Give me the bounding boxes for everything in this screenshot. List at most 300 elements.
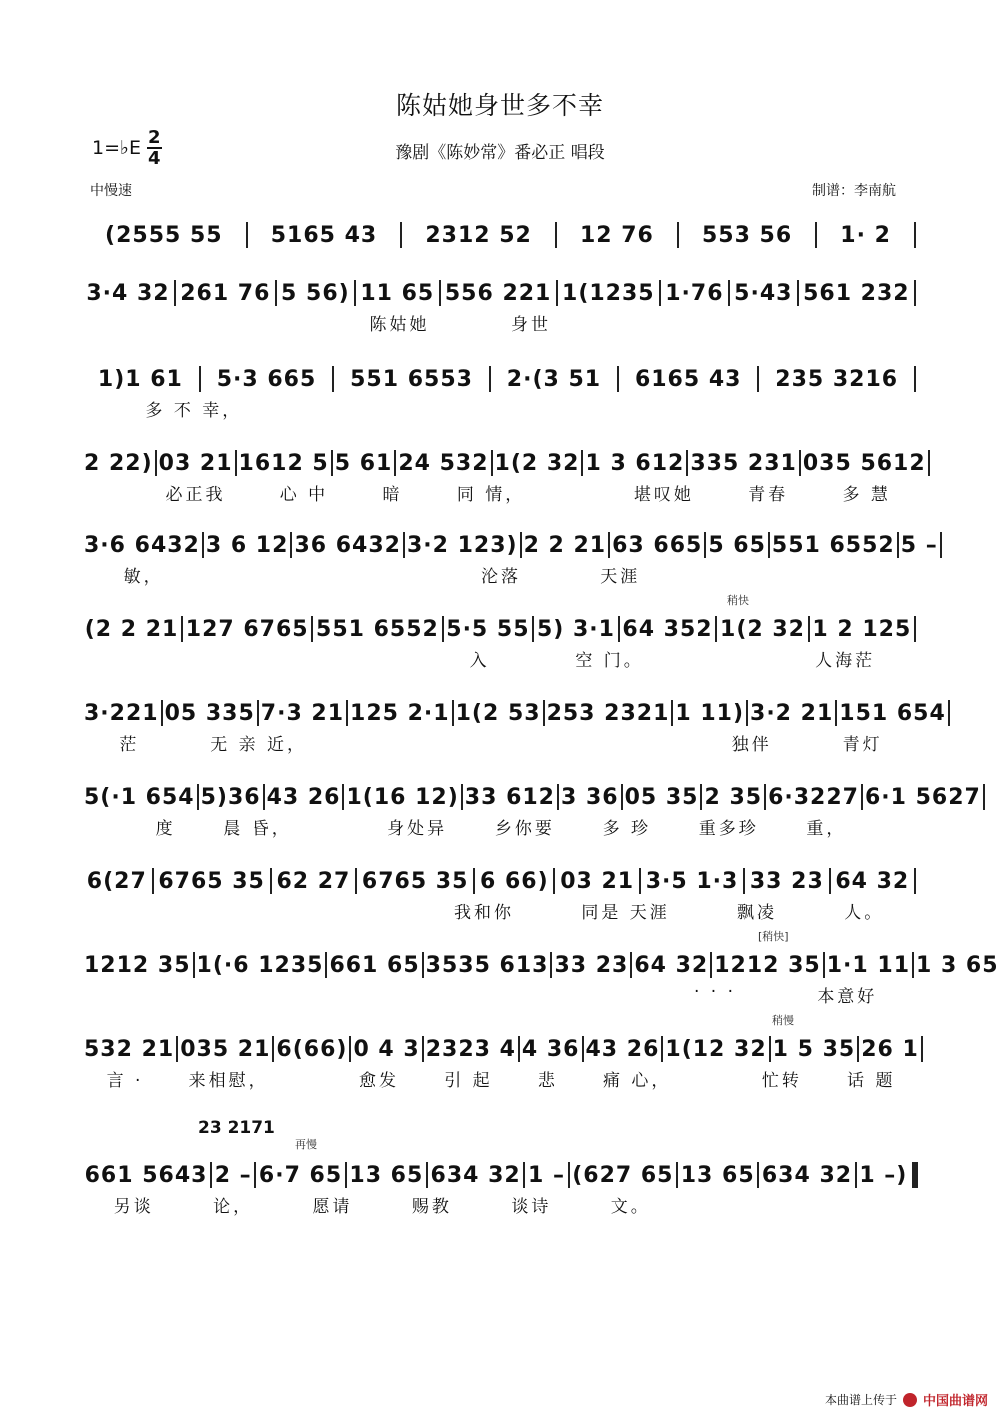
notation-row (84, 356, 918, 396)
tempo-mark-slower: 稍慢 (772, 1014, 794, 1027)
measure: (627 65 (572, 1163, 674, 1188)
lyric-syllables: 空 门。 (575, 651, 644, 671)
bar-line (914, 868, 916, 894)
measure: 2·(3 51 (506, 367, 602, 392)
lyrics-row (84, 1192, 918, 1222)
lyric-syllables: 独伴 (731, 735, 772, 755)
measure: 1 3 612 (585, 451, 685, 476)
bar-line (983, 784, 985, 810)
bar-line (403, 532, 405, 558)
bar-line (768, 532, 770, 558)
measure: 3 36 (561, 785, 619, 810)
lyric-syllables: 愈发 (359, 1071, 400, 1091)
measure: 5·3 665 (216, 367, 317, 392)
lyric-syllables (409, 982, 490, 1012)
lyric-syllables: 多 慧 (842, 485, 891, 505)
bar-line (532, 616, 534, 642)
lyric-syllables: 入 (469, 651, 490, 671)
lyric-syllables (151, 898, 218, 928)
lyric-syllables (291, 1066, 336, 1096)
measure: 64 32 (835, 869, 910, 894)
lyric-syllables (680, 562, 759, 592)
lyric-syllables: 忙转 (761, 1071, 802, 1091)
bar-line (422, 952, 424, 978)
bar-line (270, 868, 272, 894)
lyric-syllables: 同是 天涯 (581, 903, 670, 923)
measure: 151 654 (839, 701, 946, 726)
bar-line (235, 450, 237, 476)
lyric-syllables: 堪叹她 (633, 485, 694, 505)
notation-row (84, 212, 918, 252)
lyric-syllables: 悲 (537, 1071, 558, 1091)
lyric-syllables (839, 562, 918, 592)
bar-line (346, 700, 348, 726)
measure: 3·5 1·3 (645, 869, 739, 894)
lyric-syllables (84, 898, 151, 928)
lyric-syllables (552, 480, 606, 510)
measure: 24 532 (398, 451, 489, 476)
lyric-syllables: 沦落 (480, 567, 521, 587)
bar-line (686, 450, 688, 476)
lyric-syllables (555, 730, 626, 760)
measure: 1(2 32 (720, 617, 805, 642)
lyrics-row (84, 1066, 918, 1096)
bar-line (823, 952, 825, 978)
measure: 12 76 (579, 223, 654, 248)
lyric-syllables: 暗 (382, 485, 403, 505)
lyric-syllables (799, 1192, 858, 1222)
notation-row (84, 1152, 918, 1192)
notation-row (84, 522, 938, 562)
measure: 1(12 32 (665, 1037, 767, 1062)
lyric-syllables: 愿请 (312, 1197, 353, 1217)
lyric-syllables (166, 310, 248, 340)
bar-line (422, 1036, 424, 1062)
bar-line (769, 1036, 771, 1062)
measure: 3·2 21 (750, 701, 834, 726)
measure: 3·2 123) (406, 533, 518, 558)
measure: 63 665 (612, 533, 703, 558)
footer (825, 1390, 988, 1409)
measure: 6·7 65 (258, 1163, 343, 1188)
measure: 1(1235 (562, 281, 655, 306)
score-line (84, 270, 918, 340)
lyric-syllables: 度 (155, 819, 176, 839)
bar-line (202, 532, 204, 558)
measure: 64 352 (622, 617, 713, 642)
score-line (84, 1152, 918, 1222)
bar-line (829, 868, 831, 894)
measure: 05 335 (164, 701, 255, 726)
lyric-syllables: 身世 (511, 315, 552, 335)
site-logo-icon (903, 1393, 917, 1407)
lyric-syllables (859, 1192, 918, 1222)
measure: 6765 35 (361, 869, 469, 894)
lyric-syllables (286, 898, 353, 928)
score-line (84, 356, 918, 426)
bar-line (808, 616, 810, 642)
bar-line (912, 952, 914, 978)
bar-line (661, 1036, 663, 1062)
measure: 05 35 (624, 785, 699, 810)
measure: 2 – (214, 1163, 252, 1188)
measure: 6165 43 (634, 367, 742, 392)
lyric-syllables: 必正我 (165, 485, 226, 505)
measure: 556 221 (444, 281, 552, 306)
tempo-mark-faster-bracket: [稍快] (758, 930, 789, 943)
measure: 1 3 65 (916, 953, 999, 978)
bar-line (394, 450, 396, 476)
measure: 035 5612 (802, 451, 926, 476)
bar-line (400, 222, 402, 248)
measure: 3·221 (84, 701, 159, 726)
footer-text: 本曲谱上传于 (824, 1393, 897, 1407)
measure: 6·3227 (768, 785, 859, 810)
lyric-syllables: 话 题 (847, 1071, 896, 1091)
lyric-syllables (165, 982, 246, 1012)
measure: 1· 2 (840, 223, 891, 248)
measure: 1 – (528, 1163, 565, 1188)
measure: 5 65 (708, 533, 766, 558)
lyric-syllables (84, 982, 165, 1012)
lyric-syllables (328, 982, 409, 1012)
lyric-syllables: 文。 (610, 1197, 651, 1217)
measure: 127 6765 (185, 617, 309, 642)
lyric-syllables: 引 起 (444, 1071, 493, 1091)
lyric-syllables (694, 1066, 739, 1096)
lyric-syllables: 同 情， (456, 485, 526, 505)
bar-line (426, 1162, 428, 1188)
measure: 11 65 (360, 281, 435, 306)
lyric-syllables (283, 562, 362, 592)
footer-site: 中国曲谱网 (922, 1394, 988, 1409)
measure: 26 1 (861, 1037, 919, 1062)
measure: 33 23 (554, 953, 629, 978)
lyric-syllables: 青灯 (842, 735, 883, 755)
lyric-syllables (592, 310, 674, 340)
lyric-syllables (427, 396, 550, 426)
bar-line (263, 784, 265, 810)
bar-line (671, 700, 673, 726)
key-label: 1=♭E (92, 137, 141, 159)
notation-row (84, 774, 981, 814)
lyric-syllables: 人。 (844, 903, 885, 923)
bar-line (764, 784, 766, 810)
lyric-syllables (170, 646, 256, 676)
bar-line (568, 1162, 570, 1188)
lyrics-row (84, 814, 918, 844)
composer-credit: 制谱：李南航 (812, 183, 896, 199)
measure: 125 2·1 (350, 701, 450, 726)
lyric-syllables: 论， (213, 1197, 254, 1217)
lyric-syllables: 谈诗 (511, 1197, 552, 1217)
bar-line (199, 366, 201, 392)
measure: 634 32 (430, 1163, 521, 1188)
lyrics-row (84, 480, 918, 510)
lyric-syllables (84, 480, 138, 510)
bar-line (555, 222, 557, 248)
measure: 1(16 12) (346, 785, 459, 810)
bar-line (799, 450, 801, 476)
notation-row (84, 858, 918, 898)
bar-line (659, 280, 661, 306)
lyric-syllables (687, 646, 773, 676)
bar-line (557, 784, 559, 810)
measure: 235 3216 (775, 367, 899, 392)
bar-line (354, 280, 356, 306)
lyric-syllables (572, 982, 653, 1012)
lyric-syllables: 本意好 (817, 987, 878, 1007)
bar-line (914, 616, 916, 642)
bar-line (582, 1036, 584, 1062)
lyric-syllables: 无 亲 近， (210, 735, 307, 755)
measure: 551 6552 (316, 617, 439, 642)
bar-line (332, 366, 334, 392)
lyrics-row (84, 898, 918, 928)
lyric-syllables (84, 646, 170, 676)
lyrics-row (84, 562, 918, 592)
bar-line (815, 222, 817, 248)
score-subtitle: 豫剧《陈妙常》番必正 唱段 (395, 143, 605, 163)
bar-line (246, 222, 248, 248)
measure: 33 612 (464, 785, 555, 810)
measure: 0 4 3 (353, 1037, 420, 1062)
measure: 43 26 (266, 785, 341, 810)
bar-line (331, 450, 333, 476)
measure: 36 6432 (294, 533, 401, 558)
bar-line (553, 868, 555, 894)
lyric-syllables (219, 898, 286, 928)
lyric-syllables: 我和你 (454, 903, 515, 923)
bar-line (210, 1162, 212, 1188)
bar-line (342, 784, 344, 810)
lyric-syllables (491, 982, 572, 1012)
measure: 1·76 (665, 281, 724, 306)
lyrics-row (84, 310, 918, 340)
lyric-syllables: 多 不 幸， (145, 401, 243, 421)
bar-line (489, 366, 491, 392)
measure: 1(2 32 (494, 451, 580, 476)
bar-line (257, 700, 259, 726)
measure: 335 231 (690, 451, 797, 476)
bar-line (914, 222, 916, 248)
bar-line (757, 1162, 759, 1188)
score-line (84, 1026, 918, 1096)
bar-line (710, 952, 712, 978)
lyric-syllables (247, 982, 328, 1012)
bar-line (174, 280, 176, 306)
bar-line (914, 280, 916, 306)
tempo-mark-faster: 稍快 (727, 594, 749, 607)
bar-line (452, 700, 454, 726)
lyric-syllables: 重多珍 (698, 819, 759, 839)
bar-line (491, 450, 493, 476)
lyric-syllables: 人海茫 (815, 651, 876, 671)
measure: 43 26 (585, 1037, 660, 1062)
lyric-syllables: 身处异 (387, 819, 448, 839)
measure: 2 2 21 (523, 533, 607, 558)
measure: 5 56) (281, 281, 350, 306)
score-line (84, 858, 918, 928)
lyric-syllables (484, 730, 555, 760)
measure: 1·1 11 (826, 953, 910, 978)
measure: 3 6 12 (205, 533, 289, 558)
bar-line (835, 700, 837, 726)
measure: 2323 4 (425, 1037, 516, 1062)
bar-line (152, 868, 154, 894)
tempo-marking: 中慢速 (90, 183, 132, 199)
lyric-syllables (362, 562, 441, 592)
bar-line (550, 952, 552, 978)
lyric-syllables (342, 730, 413, 760)
measure: 64 32 (634, 953, 709, 978)
measure: 661 65 (329, 953, 420, 978)
measure: 6 66) (480, 869, 549, 894)
notation-row (84, 942, 999, 982)
bar-line (921, 1036, 923, 1062)
lyric-syllables: 茫 (119, 735, 140, 755)
lyric-syllables (316, 814, 364, 844)
lyrics-row (84, 730, 918, 760)
score-line (84, 774, 981, 844)
lyric-syllables (84, 814, 132, 844)
bar-line (757, 366, 759, 392)
bar-line (857, 1036, 859, 1062)
measure: 553 56 (701, 223, 793, 248)
lyric-syllables: 言 · (106, 1071, 144, 1091)
bar-line (543, 700, 545, 726)
notation-row (84, 440, 926, 480)
measure: 5)36 (200, 785, 261, 810)
bar-line (912, 1162, 918, 1188)
lyric-syllables: 多 珍 (602, 819, 651, 839)
bar-line (743, 868, 745, 894)
lyric-syllables (626, 730, 697, 760)
lyric-syllables (795, 396, 918, 426)
measure: 551 6553 (350, 367, 473, 392)
measure: 6(66) (276, 1037, 348, 1062)
bar-line (290, 532, 292, 558)
measure: 6(27 (86, 869, 147, 894)
bar-line (897, 532, 899, 558)
bar-line (797, 280, 799, 306)
bar-line (161, 700, 163, 726)
score-line (84, 690, 946, 760)
measure: 6765 35 (158, 869, 265, 894)
bar-line (621, 784, 623, 810)
lyric-syllables: 晨 昏， (223, 819, 292, 839)
lyric-syllables: 青春 (748, 485, 789, 505)
notation-row (84, 1026, 918, 1066)
bar-line (345, 1162, 347, 1188)
lyric-syllables (341, 646, 427, 676)
bar-line (928, 450, 930, 476)
time-bottom: 4 (147, 148, 161, 169)
bar-line (473, 868, 475, 894)
lyrics-row (84, 982, 918, 1012)
measure: 551 6552 (771, 533, 895, 558)
measure: 1 5 35 (772, 1037, 856, 1062)
measure: 661 5643 (84, 1163, 208, 1188)
bar-line (275, 280, 277, 306)
measure: 7·3 21 (260, 701, 345, 726)
measure: 5) 3·1 (536, 617, 615, 642)
measure: 5 61 (334, 451, 393, 476)
score-line (84, 522, 938, 592)
bar-line (700, 784, 702, 810)
measure: 2 35 (704, 785, 763, 810)
bar-line (855, 1162, 857, 1188)
bar-line (176, 1036, 178, 1062)
bar-line (948, 700, 950, 726)
bar-line (355, 868, 357, 894)
measure: 3·6 6432 (84, 533, 200, 558)
lyric-syllables: 飘凌 (737, 903, 778, 923)
measure: 5165 43 (270, 223, 378, 248)
measure: 2312 52 (425, 223, 532, 248)
lyric-syllables: 乡你要 (494, 819, 555, 839)
bar-line (439, 280, 441, 306)
lyric-syllables: · · · (693, 982, 736, 1002)
lyric-syllables (304, 396, 427, 426)
bar-line (349, 1036, 351, 1062)
lyric-syllables (413, 730, 484, 760)
lyric-syllables (247, 310, 329, 340)
bar-line (325, 952, 327, 978)
measure: 13 65 (680, 1163, 755, 1188)
score-line (84, 942, 999, 1012)
lyric-syllables (353, 898, 420, 928)
measure: 532 21 (84, 1037, 175, 1062)
bar-line (746, 700, 748, 726)
lyric-syllables (203, 562, 282, 592)
measure: 33 23 (749, 869, 824, 894)
bar-line (181, 616, 183, 642)
score-line (84, 606, 918, 676)
measure: (2555 55 (105, 223, 223, 248)
lyric-syllables (870, 814, 918, 844)
measure: 5(·1 654 (84, 785, 195, 810)
measure: 5·43 (734, 281, 793, 306)
measure: (2 2 21 (84, 617, 179, 642)
measure: 253 2321 (546, 701, 670, 726)
measure: 2 22) (84, 451, 153, 476)
bar-line (630, 952, 632, 978)
bar-line (461, 784, 463, 810)
bar-line (728, 280, 730, 306)
lyric-syllables: 陈姑她 (369, 315, 430, 335)
notation-row (84, 606, 918, 646)
lyric-syllables (84, 310, 166, 340)
lyric-syllables: 另谈 (113, 1197, 154, 1217)
bar-line (155, 450, 157, 476)
notation-row (84, 690, 946, 730)
measure: 03 21 (560, 869, 635, 894)
measure: 1 –) (859, 1163, 908, 1188)
bar-line (518, 1036, 520, 1062)
measure: 03 21 (158, 451, 233, 476)
lyric-syllables: 来相慰， (188, 1071, 269, 1091)
variant-line: 23 2171 (198, 1118, 275, 1138)
lyric-syllables: 痛 心， (603, 1071, 672, 1091)
bar-line (861, 784, 863, 810)
measure: 1212 35 (714, 953, 821, 978)
bar-line (940, 532, 942, 558)
measure: 4 36 (521, 1037, 580, 1062)
lyrics-row (84, 396, 918, 426)
bar-line (617, 366, 619, 392)
measure: 5 – (900, 533, 938, 558)
